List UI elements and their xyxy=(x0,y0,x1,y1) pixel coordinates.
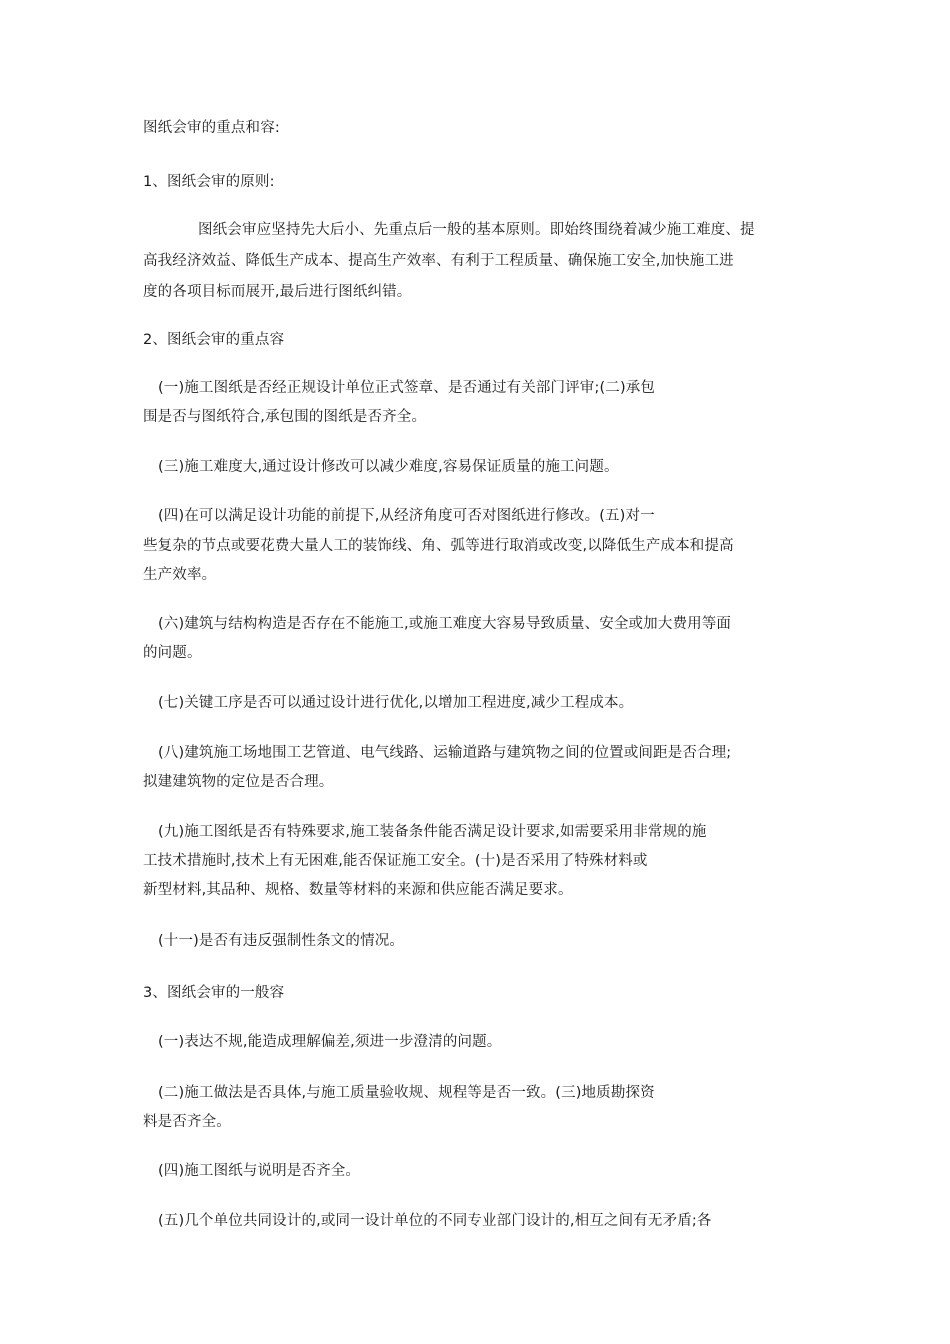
section-1-heading: 1、图纸会审的原则: xyxy=(143,174,275,190)
section-2-heading: 2、图纸会审的重点容 xyxy=(143,332,285,348)
section-3-heading: 3、图纸会审的一般容 xyxy=(143,985,285,1001)
section-1-para-line: 度的各项目标而展开,最后进行图纸纠错。 xyxy=(143,284,412,300)
section-3-item-line: (四)施工图纸与说明是否齐全。 xyxy=(158,1163,361,1179)
section-2-item-line: (一)施工图纸是否经正规设计单位正式签章、是否通过有关部门评审;(二)承包 xyxy=(158,380,656,396)
section-1-para-line: 图纸会审应坚持先大后小、先重点后一般的基本原则。即始终围绕着减少施工难度、提 xyxy=(198,222,755,238)
section-2-item-line: (八)建筑施工场地围工艺管道、电气线路、运输道路与建筑物之间的位置或间距是否合理; xyxy=(158,745,732,761)
section-2-item-line: (三)施工难度大,通过设计修改可以减少难度,容易保证质量的施工问题。 xyxy=(158,459,619,475)
section-1-para-line: 高我经济效益、降低生产成本、提高生产效率、有利于工程质量、确保施工安全,加快施工进 xyxy=(143,253,734,269)
section-2-item-line: (六)建筑与结构构造是否存在不能施工,或施工难度大容易导致质量、安全或加大费用等面 xyxy=(158,616,732,632)
section-3-item-line: (二)施工做法是否具体,与施工质量验收规、规程等是否一致。(三)地质勘探资 xyxy=(158,1085,655,1101)
document-title: 图纸会审的重点和容: xyxy=(143,120,280,136)
section-2-item-line: 的问题。 xyxy=(143,645,202,661)
section-3-item-line: 料是否齐全。 xyxy=(143,1114,231,1130)
section-3-item-line: (五)几个单位共同设计的,或同一设计单位的不同专业部门设计的,相互之间有无矛盾;各 xyxy=(158,1213,712,1229)
section-2-item-line: (九)施工图纸是否有特殊要求,施工装备条件能否满足设计要求,如需要采用非常规的施 xyxy=(158,824,707,840)
section-2-item-line: (十一)是否有违反强制性条文的情况。 xyxy=(158,933,405,949)
section-2-item-line: 工技术措施时,技术上有无困难,能否保证施工安全。(十)是否采用了特殊材料或 xyxy=(143,853,648,869)
section-3-item-line: (一)表达不规,能造成理解偏差,须进一步澄清的问题。 xyxy=(158,1034,502,1050)
section-2-item-line: 些复杂的节点或要花费大量人工的装饰线、角、弧等进行取消或改变,以降低生产成本和提高 xyxy=(143,538,734,554)
section-2-item-line: 生产效率。 xyxy=(143,567,217,583)
section-2-item-line: 围是否与图纸符合,承包围的图纸是否齐全。 xyxy=(143,409,427,425)
section-2-item-line: 新型材料,其品种、规格、数量等材料的来源和供应能否满足要求。 xyxy=(143,882,573,898)
section-2-item-line: 拟建建筑物的定位是否合理。 xyxy=(143,774,334,790)
section-2-item-line: (七)关键工序是否可以通过设计进行优化,以增加工程进度,减少工程成本。 xyxy=(158,695,634,711)
section-2-item-line: (四)在可以满足设计功能的前提下,从经济角度可否对图纸进行修改。(五)对一 xyxy=(158,508,655,524)
